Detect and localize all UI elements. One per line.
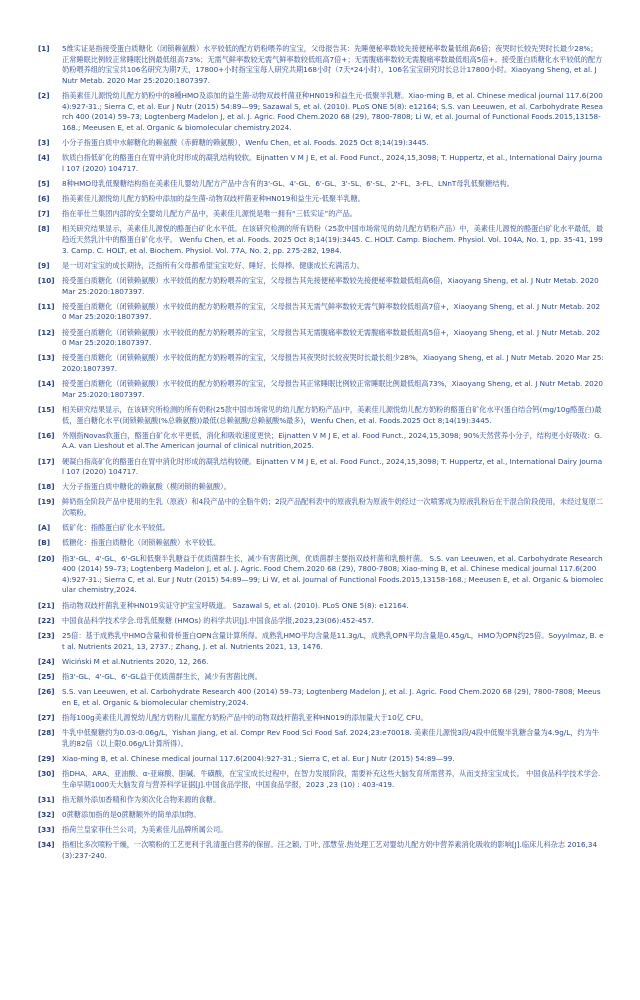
reference-text: 相关研究结果显示，美素佳儿源悦的酪蛋白矿化水平低。在该研究检测的所有奶粉（25款中国市场常见的幼儿配方奶粉产品）中，美素佳儿源悦的酪蛋白矿化水平最低，最趋近天然乳汁中的酪蛋白矿化水平。 Wenfu Chen, et al. Foods. 2025 Oct 8;14(19):3445. C. HOLT. Camp. Biochem. Physiol. Vol. 104A, No. 1, pp. 35-41, 1993. Camp. C. HOLT, et al. Biochem. Physiol. Vol. 77A, No. 2, pp. 275-282, 1984. <box>62 224 604 255</box>
reference-text: 软质白指低矿化的酪蛋白在胃中消化时形成的凝乳结构较软。Eijnatten V M J E, et al. Food Funct., 2024,15,3098; T. Huppertz, et al., International Dairy Journal 107 (2020) 104717. <box>62 153 603 173</box>
reference-item <box>38 91 604 133</box>
reference-item <box>38 194 604 205</box>
reference-number: [10] <box>38 276 55 286</box>
reference-item <box>38 302 604 323</box>
reference-item <box>38 810 604 821</box>
reference-item <box>38 379 604 400</box>
reference-number: [31] <box>38 794 55 804</box>
reference-item <box>38 554 604 596</box>
reference-item <box>38 497 604 518</box>
reference-text: 指3'-GL、4'-GL、6'-GL益于优质菌群生长，减少有害菌比例。 <box>62 671 262 681</box>
reference-item <box>38 179 604 190</box>
reference-text: 大分子指蛋白质中糖化的赖氨酸（模闭锁的赖氨酸）。 <box>62 482 231 492</box>
reference-number: [20] <box>38 553 55 563</box>
reference-item <box>38 825 604 836</box>
reference-item <box>38 276 604 297</box>
reference-item <box>38 601 604 612</box>
reference-number: [28] <box>38 728 55 738</box>
reference-number: [18] <box>38 482 55 492</box>
reference-number: [4] <box>38 153 50 163</box>
reference-text: 8种HMO母乳低聚糖结构指在美素佳儿婴幼儿配方产品中含有的3'-GL、4'-GL、6'-GL、3'-SL、6'-SL、2'-FL、3-FL、LNnT母乳低聚糖结构。 <box>62 178 514 188</box>
reference-text: 0蔗糖添加指的是0蔗糖额外的简单添加物。 <box>62 810 201 820</box>
reference-number: [25] <box>38 671 55 681</box>
reference-item <box>38 431 604 452</box>
reference-number: [27] <box>38 712 55 722</box>
reference-text: 接受蛋白质糖化（闭锁赖氨酸）水平较低的配方奶粉喂养的宝宝，父母报告其夜哭时长较夜哭时长最长组少28%，Xiaoyang Sheng, et al. J Nutr Metab. 2020 Mar 25:2020:1807397. <box>62 353 604 373</box>
reference-text: 指相比多次喷粉干燥，一次喷粉的工艺更利于乳清蛋白营养的保留。汪之颖, 丁叶, 邵慧莹.热处理工艺对婴幼儿配方奶中营养素消化吸收的影响[J].临床儿科杂志 2016,34(3):237-240. <box>62 840 598 860</box>
reference-text: 低糖化：指蛋白质糖化（闭锁赖氨酸）水平较低。 <box>62 538 221 548</box>
reference-text: 指动物双歧杆菌乳亚种HN019实证守护宝宝呼吸道。 Sazawal S, et al. (2010). PLoS ONE 5(8): e12164. <box>62 600 409 610</box>
reference-number: [29] <box>38 753 55 763</box>
reference-text: 中国食品科学技术学会.母乳低聚糖 (HMOs) 的科学共识[J].中国食品学报,2023,23(06):452-457. <box>62 615 374 625</box>
reference-text: 鲜奶指全阶段产品中使用的生乳（原液）和4段产品中的全脂牛奶；2段产品配料表中的原液乳粉为原液牛奶经过一次喷雾成为原液乳粉后在干混合阶段使用，未经过复原二次喷粉。 <box>62 497 604 518</box>
reference-number: [5] <box>38 178 50 188</box>
reference-text: 指荷兰皇家菲仕兰公司，为美素佳儿品牌所属公司。 <box>62 825 228 835</box>
reference-text: Wiciński M et al.Nutrients 2020, 12, 266. <box>62 656 209 666</box>
reference-text: 指美素佳儿源悦幼儿配方奶粉中添加的益生菌-动物双歧杆菌亚种HN019和益生元-低聚半乳糖。 <box>62 194 365 204</box>
reference-item <box>38 631 604 652</box>
reference-text: 接受蛋白质糖化（闭锁赖氨酸）水平较低的配方奶粉喂养的宝宝，父母报告其正常睡眠比例较正常睡眠比例最低组高73%，Xiaoyang Sheng, et al. J Nutr Metab. 2020 Mar 25:2020:1807397. <box>62 379 603 399</box>
reference-number: [19] <box>38 497 55 507</box>
reference-number: [23] <box>38 630 55 640</box>
reference-item <box>38 153 604 174</box>
reference-item <box>38 44 604 86</box>
reference-item <box>38 687 604 708</box>
reference-number: [8] <box>38 224 50 234</box>
reference-number: [1] <box>38 44 50 53</box>
reference-number: [6] <box>38 194 50 204</box>
reference-text: 接受蛋白质糖化（闭锁赖氨酸）水平较低的配方奶粉喂养的宝宝，父母报告其无需气鲜率数较无需气鲜率数较低组高7倍+，Xiaoyang Sheng, et al. J Nutr Metab. 2020 Mar 25:2020:1807397. <box>62 301 601 322</box>
reference-number: [3] <box>38 137 50 147</box>
reference-number: [24] <box>38 656 55 666</box>
reference-number: [11] <box>38 301 55 311</box>
reference-number: [30] <box>38 769 55 779</box>
reference-text: 5维实证是指接受蛋白质糖化（闭锁赖氨酸）水平较低的配方奶粉喂养的宝宝，父母报告其：先睡便秘率数较先接便秘率数量低组高6倍；夜哭时长较先哭时长最少28%；正常睡眠比例较正常睡眠比例最低组高73%；无需气鲜率数较无需气鲜率数较低组高7倍+；无需腹痛率数较无需腹痛率数最低组高5倍+。接受蛋白质糖化水平较低的配方奶粉喂养组的宝宝共106名研究为期7天，17800+小时指宝宝每人研究共期168小时（7天*24小时），106名宝宝研究时长总计17800小时。Xiaoyang Sheng, et al. J Nutr Metab. 2020 Mar 25:2020:1807397. <box>62 44 603 85</box>
reference-number: [34] <box>38 840 55 850</box>
reference-text: 指DHA、ARA、亚油酸、α-亚麻酸、胆碱、牛磺酸，在宝宝成长过程中，在智力发展阶段，需要补充这些大脑发育所需营养，从而支持宝宝成长。 中国食品科学技术学会. 生命早期1000天大脑发育与营养科学证据[J].中国食品学报，中国食品学报，2023 ,23 (10) : 403-419. <box>62 769 601 789</box>
reference-item <box>38 657 604 668</box>
reference-item <box>38 795 604 806</box>
reference-number: [14] <box>38 379 55 389</box>
reference-item <box>38 482 604 493</box>
reference-text: 指美素佳儿源悦幼儿配方奶粉中的8種HMO及添加的益生菌-动物双歧杆菌亚种HN019和益生元-低聚半乳糖。Xiao-ming B, et al. Chinese medical journal 117.6(2004):927-31.; Sierra C, et al. Eur J Nutr (2015) 54:89—99; Sazawal S, et al. (2010). PLoS ONE 5(8): e12164; S.S. van Leeuwen, et al. Carbohydrate Research 400 (2014) 59–73; Logtenberg Madelon J, et al. J. Agric. Food Chem.2020 68 (29), 7800-7808; Li W, et al. Journal of Functional Foods.2015,13158-168.; Meeusen E, et al. Organic & biomolecular chemistry.2024. <box>62 90 603 132</box>
reference-text: 低矿化：指酪蛋白矿化水平较低。 <box>62 523 170 533</box>
reference-text: S.S. van Leeuwen, et al. Carbohydrate Research 400 (2014) 59–73; Logtenberg Madelon J, et al. J. Agric. Food Chem.2020 68 (29), 7800-7808; Meeusen E, et al. Organic & biomolecular chemistry,2024. <box>62 687 601 707</box>
reference-item <box>38 209 604 220</box>
reference-item <box>38 224 604 256</box>
reference-text: 指3'-GL、4'-GL、6'-GL和低聚半乳糖益于优质菌群生长，减少有害菌比例，优质菌群主要指双歧杆菌和乳酸杆菌。 S.S. van Leeuwen, et al. Carbohydrate Research 400 (2014) 59–73; Logtenberg Madelon J, et al. J. Agric. Food Chem.2020 68 (29), 7800-7808; Xiao-ming B, et al. Chinese medical journal 117.6(2004):927-31.; Sierra C, et al. Eur J Nutr (2015) 54:89—99; Li W, et al. Journal of Functional Foods.2015,13158-168.; Meeusen E, et al. Organic & biomolecular chemistry,2024. <box>62 553 604 595</box>
reference-item <box>38 616 604 627</box>
reference-item <box>38 405 604 426</box>
reference-text: 外刚指Novas软蛋白，酪蛋白矿化水平更低，消化和吸收速度更快；Eijnatten V M J E, et al. Food Funct., 2024,15,3098; 90%天然营养小分子，结构更小好吸收：G.A.A. van Lieshout et al.The American journal of clinical nutrition,2025. <box>62 430 603 451</box>
reference-item <box>38 328 604 349</box>
reference-text: Xiao-ming B, et al. Chinese medical journal 117.6(2004):927-31.; Sierra C, et al. Eur J Nutr (2015) 54:89—99. <box>62 753 455 763</box>
reference-text: 硬凝白指高矿化的酪蛋白在胃中消化时形成的凝乳结构较硬。Eijnatten V M J E, et al. Food Funct., 2024,15,3098; T. Huppertz, et al., International Dairy Journal 107 (2020) 104717. <box>62 456 603 477</box>
reference-text: 小分子指蛋白质中水解糖化的赖氨酸（赤藓糖的赖氨酸），Wenfu Chen, et al. Foods. 2025 Oct 8;14(19):3445. <box>62 137 429 147</box>
reference-text: 相关研究结果显示，在该研究所检测的所有奶粉(25款中国市场常见的幼儿配方奶粉产品)中，美素佳儿源悦幼儿配方奶粉的酪蛋白矿化水平(蛋白结合钙(mg/10g酪蛋白)最低，蛋白糖化水平(闭锁赖氨酸(%总赖氨酸))最低(总赖氨酸/总赖氨酸%最多)，Wenfu Chen, et al. Foods.2025 Oct 8;14(19):3445. <box>62 404 602 425</box>
reference-item <box>38 672 604 683</box>
reference-item <box>38 538 604 549</box>
reference-item <box>38 754 604 765</box>
reference-text: 接受蛋白质糖化（闭锁赖氨酸）水平较低的配方奶粉喂养的宝宝，父母报告其无需腹痛率数较无需腹痛率数最低组高5倍+，Xiaoyang Sheng, et al. J Nutr Metab. 2020 Mar 25:2020:1807397. <box>62 327 601 348</box>
reference-item <box>38 353 604 374</box>
reference-item <box>38 523 604 534</box>
reference-number: [2] <box>38 90 50 100</box>
reference-text: 指无额外添加香精和作为须次化合物来源的食糖。 <box>62 794 221 804</box>
reference-number: [32] <box>38 810 55 820</box>
reference-text: 接受蛋白质糖化（闭锁赖氨酸）水平较低的配方奶粉喂养的宝宝，父母报告其先接便秘率数较先接便秘率数最低组高6倍，Xiaoyang Sheng, et al. J Nutr Metab. 2020 Mar 25:2020:1807397. <box>62 276 599 296</box>
reference-number: [16] <box>38 430 55 440</box>
reference-text: 指在菲仕兰集团内部的安全婴幼儿配方产品中，美素佳儿源悦是唯一拥有“三低实证”的产品。 <box>62 209 357 219</box>
reference-number: [7] <box>38 209 50 219</box>
reference-item <box>38 713 604 724</box>
reference-number: [9] <box>38 260 50 270</box>
reference-number: [21] <box>38 600 55 610</box>
reference-item <box>38 261 604 272</box>
reference-list <box>38 44 604 862</box>
reference-item <box>38 138 604 149</box>
reference-item <box>38 728 604 749</box>
reference-text: 是一切对宝宝的成长期待，泛指所有父母都希望宝宝吃好、睡好、长得棒、健康成长充满活力。 <box>62 260 364 270</box>
reference-text: 牛乳中低聚糖约为0.03-0.06g/L，Yishan Jiang, et al. Compr Rev Food Sci Food Saf. 2024;23:e70018. 美素佳儿源悦3段/4段中低聚半乳糖含量为4.9g/L，约为牛乳的82倍（以上限0.06g/L计算所得）。 <box>62 728 599 748</box>
reference-number: [13] <box>38 353 55 363</box>
reference-item <box>38 840 604 861</box>
reference-text: 25倍：基于成熟乳中HMO含量和骨桥蛋白OPN含量计算所得。成熟乳HMO平均含量是11.3g/L，成熟乳OPN平均含量是0.45g/L，HMO为OPN约25倍。Soyyılmaz, B. et al. Nutrients 2021, 13, 2737.; Zhang, J. et al. Nutrients 2021, 13, 1476. <box>62 630 604 651</box>
reference-number: [B] <box>38 538 51 548</box>
reference-number: [33] <box>38 825 55 835</box>
reference-number: [17] <box>38 456 55 466</box>
reference-item <box>38 769 604 790</box>
reference-number: [A] <box>38 523 51 533</box>
reference-number: [26] <box>38 687 55 697</box>
reference-number: [22] <box>38 615 55 625</box>
reference-text: 指每100g美素佳儿源悦幼儿配方奶粉/儿童配方奶粉产品中的动物双歧杆菌乳亚种HN019的添加量大于10亿 CFU。 <box>62 712 428 722</box>
reference-item <box>38 457 604 478</box>
reference-number: [15] <box>38 404 55 414</box>
reference-number: [12] <box>38 327 55 337</box>
